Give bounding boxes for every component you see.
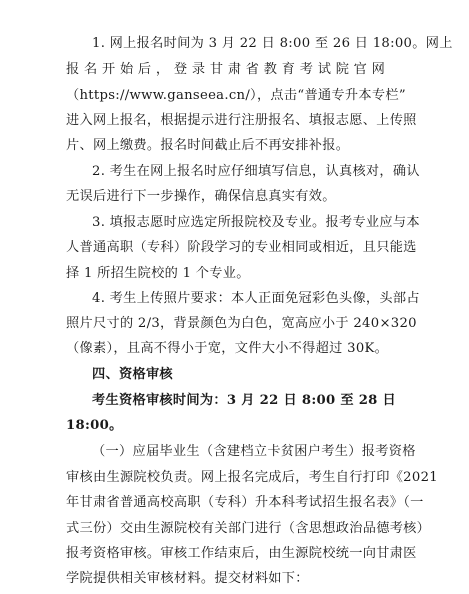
p5-line5: 报考资格审核。审核工作结束后，由生源院校统一向甘肃医 <box>66 546 417 561</box>
p5-line1: （一）应届毕业生（含建档立卡贫困户考生）报考资格 <box>92 444 416 459</box>
p5-line4: 式三份）交由生源院校有关部门进行（含思想政治品德考核） <box>66 521 431 536</box>
p1-line4: 进入网上报名，根据提示进行注册报名、填报志愿、上传照 <box>66 113 417 128</box>
audit-time-line1: 考生资格审核时间为：3 月 22 日 8:00 至 28 日 <box>92 393 397 408</box>
p4-line1: 4. 考生上传照片要求：本人正面免冠彩色头像，头部占 <box>92 291 420 306</box>
p2-line1: 2. 考生在网上报名时应仔细填写信息，认真核对，确认 <box>92 164 420 179</box>
p4-line3: （像素），且高不得小于宽，文件大小不得超过 30K。 <box>66 341 389 356</box>
p4-line2: 照片尺寸的 2/3，背景颜色为白色，宽高应小于 240×320 <box>66 316 417 331</box>
audit-time-line2: 18:00。 <box>66 418 123 433</box>
p3-line1: 3. 填报志愿时应选定所报院校及专业。报考专业应与本 <box>92 215 420 230</box>
p1-line2: 报 名 开 始 后 ， 登 录 甘 肃 省 教 育 考 试 院 官 网 <box>66 62 386 77</box>
p1-line5: 片、网上缴费。报名时间截止后不再安排补报。 <box>66 138 350 153</box>
p5-line3: 年甘肃省普通高校高职（专科）升本科考试招生报名表》（一 <box>66 495 424 510</box>
p2-line2: 无误后进行下一步操作，确保信息真实有效。 <box>66 189 336 204</box>
section-heading: 四、资格审核 <box>92 367 173 382</box>
p3-line2: 人普通高职（专科）阶段学习的专业相同或相近，且只能选 <box>66 240 417 255</box>
p1-line3: （https://www.ganseea.cn/），点击“普通专升本专栏” <box>66 88 406 103</box>
p5-line6: 学院提供相关审核材料。提交材料如下： <box>66 571 309 586</box>
p1-line1: 1. 网上报名时间为 3 月 22 日 8:00 至 26 日 18:00。网上 <box>92 36 453 51</box>
p3-line3: 择 1 所招生院校的 1 个专业。 <box>66 266 250 281</box>
p5-line2: 审核由生源院校负责。网上报名完成后，考生自行打印《2021 <box>66 470 438 485</box>
